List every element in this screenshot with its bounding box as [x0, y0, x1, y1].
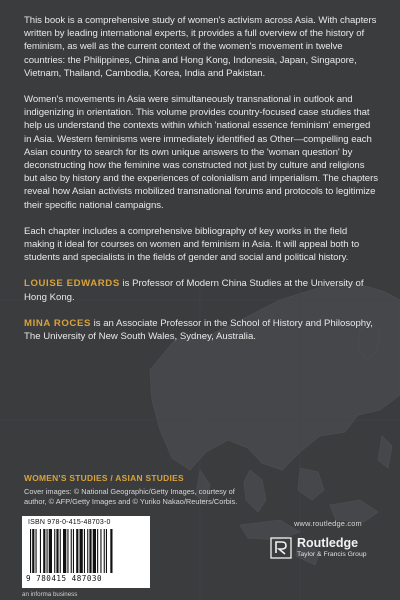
isbn: ISBN 978-0-415-48703-0: [28, 519, 111, 526]
cover-credits: Cover images: © National Geographic/Getty Images, courtesy of author, © AFP/Getty Images and © Yuriko Nakao/Reuters/Corbis.: [24, 487, 238, 506]
barcode-bar: [60, 529, 61, 573]
barcode-digits: 9 780415 487030: [26, 574, 103, 583]
barcode: [22, 516, 150, 588]
author-bio-text: is an Associate Professor in the School of History and Philosophy, The University of New South Wales, Sydney, Australia.: [24, 317, 373, 343]
publisher-url[interactable]: www.routledge.com: [294, 519, 362, 528]
publisher-name: Routledge: [297, 536, 359, 550]
blurb-paragraph: Each chapter includes a comprehensive bibliography of key works in the field making it ideal for courses on women and feminism in Asia. It will appeal both to students and specialists in the fields of gender and social and political history.: [24, 225, 360, 264]
publisher-group: Taylor & Francis Group: [297, 551, 367, 558]
barcode-bar: [49, 529, 52, 573]
barcode-bar: [40, 529, 41, 573]
author-name: LOUISE EDWARDS: [24, 278, 120, 290]
barcode-bar: [63, 529, 66, 573]
publisher-logo: [270, 537, 367, 559]
barcode-bar: [100, 529, 101, 573]
barcode-bar: [71, 529, 72, 573]
barcode-bar: [80, 529, 83, 573]
barcode-bar: [110, 529, 112, 573]
series-label: WOMEN'S STUDIES / ASIAN STUDIES: [24, 473, 184, 483]
author-bio-text: is Professor of Modern China Studies at the University of Hong Kong.: [24, 278, 364, 303]
barcode-bar: [47, 529, 48, 573]
barcode-bar: [32, 529, 34, 573]
barcode-bar: [104, 529, 105, 573]
barcode-bar: [30, 529, 31, 573]
barcode-bar: [87, 529, 88, 573]
blurb-paragraph: This book is a comprehensive study of women's activism across Asia. With chapters written by leading international experts, it provides a full overview of the history of feminism, as well as the current context of the women's movement in twelve countries: the Philippines, China and Hong Kong, Indonesia, Japan, Singapore, Vietnam, Thailand, Cambodia, Korea, India and Pakistan.: [24, 15, 377, 79]
barcode-bar: [67, 529, 68, 573]
barcode-bar: [89, 529, 91, 573]
author-bio: [24, 317, 380, 343]
routledge-logo-icon: [270, 537, 292, 559]
barcode-bar: [93, 529, 96, 573]
barcode-bar: [106, 529, 107, 573]
barcode-bar: [54, 529, 55, 573]
author-name: MINA ROCES: [24, 317, 91, 329]
barcode-bar: [73, 529, 74, 573]
barcode-bars: [30, 529, 142, 573]
author-bio: [24, 277, 380, 303]
barcode-bar: [43, 529, 45, 573]
barcode-bar: [97, 529, 98, 573]
blurb-paragraph: Women's movements in Asia were simultaneously transnational in outlook and indigenizing in orientation. This volume provides country-focused case studies that help us understand the contexts within which 'national essence feminism' emerged in Asia. Western feminisms were immediately identified as Other—compelling each Asian country to search for its own unique answers to the 'woman question' by deconstructing how the feminine was constructed not just by culture and religions but also by history and the experiences of colonialism and imperialism. The chapters reveal how Asian activists mobilized transnational forums and protocols to legitimize their specific national campaigns.: [24, 94, 378, 211]
blurb: [24, 14, 380, 356]
barcode-bar: [76, 529, 78, 573]
barcode-bar: [36, 529, 37, 573]
barcode-bar: [84, 529, 85, 573]
informa-tagline: an informa business: [22, 591, 78, 598]
barcode-bar: [56, 529, 58, 573]
